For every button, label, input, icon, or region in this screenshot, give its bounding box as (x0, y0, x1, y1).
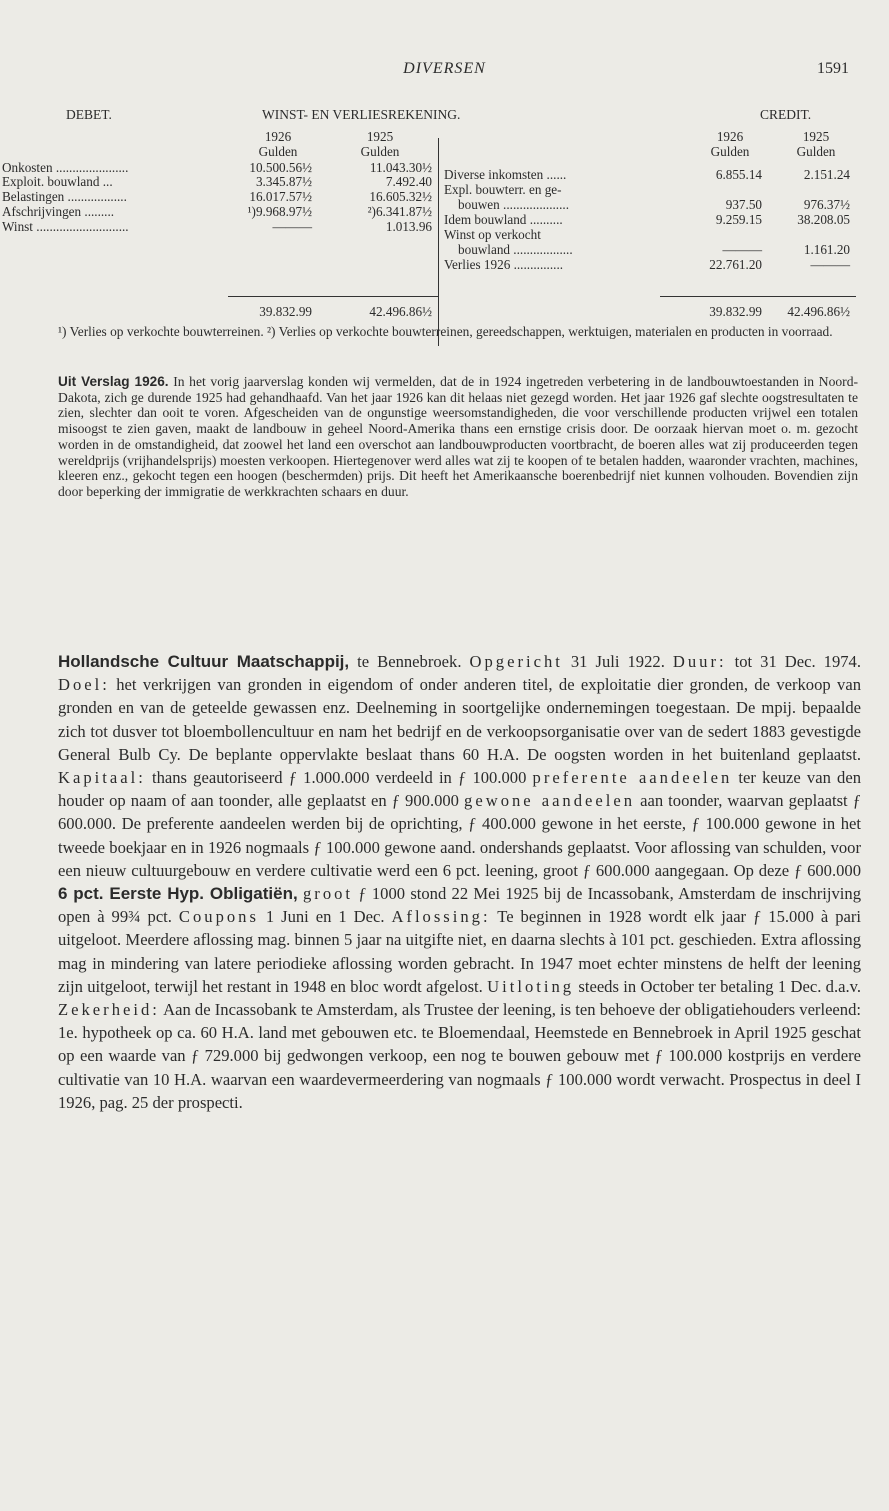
debet-row-1925: 16.605.32½ (369, 189, 432, 204)
credit-row-label: Verlies 1926 ............... (444, 257, 564, 272)
company-text: tot 31 Dec. 1974. (726, 652, 862, 671)
credit-row-label: Winst op verkocht (444, 227, 541, 242)
keyword-zekerheid: Zekerheid: (58, 1000, 160, 1020)
account-footnote: ¹) Verlies op verkochte bouwterreinen. ²) Verlies op verkochte bouwterreinen, gereedschappen, werktuigen, materialen en producten in voorraad. (58, 324, 833, 339)
debet-heading: DEBET. (66, 107, 112, 122)
keyword-groot: groot (303, 884, 354, 904)
debet-currency-1926: Gulden (258, 144, 298, 159)
credit-currency-1925: Gulden (796, 144, 836, 159)
account-center-rule (438, 138, 439, 346)
debet-row-label: Afschrijvingen ......... (2, 204, 115, 219)
debet-row-1926: ¹)9.968.97½ (247, 204, 312, 219)
credit-row-1925: ——— (810, 257, 850, 272)
debet-year-1925: 1925 (366, 129, 394, 144)
keyword-preferente-aandeelen: preferente aandeelen (532, 768, 733, 788)
credit-year-1926: 1926 (716, 129, 744, 144)
company-name: Hollandsche Cultuur Maatschappij, (58, 652, 350, 671)
credit-row-label: Idem bouwland .......... (444, 212, 563, 227)
debet-row-1925: 1.013.96 (385, 219, 432, 234)
keyword-uitloting: Uitloting (487, 976, 575, 996)
debet-row-1925: 7.492.40 (385, 174, 432, 189)
loan-title: 6 pct. Eerste Hyp. Obligatiën, (58, 884, 298, 904)
credit-row-1925: 1.161.20 (803, 242, 850, 257)
credit-row-1925: 2.151.24 (803, 167, 850, 182)
company-text: ƒ 1000 stond 22 Mei 1925 bij de Incassobank, Amsterdam de inschrijving open à 99¾ pct. (58, 884, 861, 927)
company-text: thans geautoriseerd ƒ 1.000.000 verdeeld in ƒ 100.000 (145, 768, 533, 788)
credit-row-1926: 22.761.20 (709, 257, 762, 272)
credit-row-label: Diverse inkomsten ...... (444, 167, 567, 182)
keyword-duur: Duur: (672, 652, 727, 671)
keyword-gewone-aandeelen: gewone aandeelen (464, 791, 636, 811)
company-text: aan toonder, waarvan geplaatst ƒ 600.000. De preferente aandeelen werden bij de oprichting, ƒ 400.000 gewone in het eerste, ƒ 100.000 gewone in het tweede boekjaar en in 1926 nogmaals ƒ 100.000 gewone aand. ondershands geplaatst. Voor aflossing van schulden, voor een nieuw cultuurgebouw en verdere cultivatie werd een 6 pct. leening, groot ƒ 600.000 aangegaan. Op deze ƒ 600.000 (58, 791, 861, 880)
debet-row-label: Winst ............................ (2, 219, 129, 234)
debet-row-label: Belastingen .................. (2, 189, 127, 204)
debet-year-1926: 1926 (264, 129, 292, 144)
credit-year-1925: 1925 (802, 129, 830, 144)
keyword-opgericht: Opgericht (469, 652, 563, 671)
credit-row-1925: 38.208.05 (797, 212, 850, 227)
debet-currency-1925: Gulden (360, 144, 400, 159)
company-text: te Bennebroek. (349, 652, 470, 671)
debet-row-1925: 11.043.30½ (369, 160, 432, 175)
credit-row-1925: 976.37½ (803, 197, 850, 212)
debet-row-1926: 3.345.87½ (255, 174, 312, 189)
report-lead: Uit Verslag 1926. (58, 374, 169, 389)
company-text: 31 Juli 1922. (562, 652, 673, 671)
company-text: ter keuze van den houder op naam of aan toonder, alle geplaatst en ƒ 900.000 (58, 768, 862, 811)
debet-row-1926: 10.500.56½ (249, 160, 312, 175)
company-text: Aan de Incassobank te Amsterdam, als Trustee der leening, is ten behoeve der obligatiehouders verleend: 1e. hypotheek op ca. 60 H.A. land met gebouwen etc. te Bloemendaal, Heemstede en Bennebroek in April 1925 geschat op een waarde van ƒ 729.000 bij gedwongen verkoop, een nog te bouwen gebouw met ƒ 100.000 kostprijs en verdere cultivatie van 10 H.A. waarvan een waardevermeerdering van nogmaals ƒ 100.000 wordt verwacht. Prospectus in deel I 1926, pag. 25 der prospecti. (58, 1000, 861, 1112)
company-text: 1 Juni en 1 Dec. (258, 907, 392, 927)
debet-row-1926: 16.017.57½ (249, 189, 312, 204)
keyword-aflossing: Aflossing: (391, 907, 491, 927)
debet-row-label: Exploit. bouwland ... (2, 174, 113, 189)
credit-total-1926: 39.832.99 (709, 304, 762, 319)
credit-heading: CREDIT. (760, 107, 812, 122)
credit-total-rule (660, 296, 856, 297)
credit-row-1926: 9.259.15 (715, 212, 762, 227)
credit-row-1926: ——— (722, 242, 762, 257)
account-title: WINST- EN VERLIESREKENING. (262, 107, 461, 122)
running-header-title: DIVERSEN (403, 60, 486, 77)
keyword-kapitaal: Kapitaal: (58, 768, 146, 788)
debet-total-1926: 39.832.99 (259, 304, 312, 319)
report-text: In het vorig jaarverslag konden wij vermelden, dat de in 1924 ingetreden verbetering in de landbouwtoestanden in Noord-Dakota, zich ge durende 1925 had gehandhaafd. Van het jaar 1926 kan dit helaas niet gezegd worden. Het jaar 1926 gaf slechte oogstresultaten te zien, slechter dan ooit te voren. Afgescheiden van de ongunstige weersomstandigheden, die voor verschillende producten vrijwel een totalen misoogst te zien gaven, maakt de landbouw in geheel Noord-Amerika thans een ernstige crisis door. De oorzaak hiervan moet o. m. gezocht worden in de omstandigheid, dat zoowel het land een overschot aan landbouwproducten voortbracht, de boeren alles wat zij produceerden tegen wereldprijs (vrijhandelsprijs) moesten verkoopen. Hiertegenover werd alles wat zij te koopen of te betalen hadden, waaronder vrachten, machines, kleeren enz., gekocht tegen een hoogen (beschermden) prijs. Dit heeft het Amerikaansche boerenbedrijf niet kunnen volhouden. Bovendien zijn door beperking der immigratie de werkkrachten schaars en duur. (58, 374, 859, 499)
credit-row-1926: 6.855.14 (715, 167, 762, 182)
debet-row-1925: ²)6.341.87½ (367, 204, 432, 219)
company-text: het verkrijgen van gronden in eigendom of onder anderen titel, de exploitatie dier gronden, de verkoop van gronden en van de geteelde gewassen enz. Deelneming in soortgelijke ondernemingen toegestaan. De mpij. bepaalde zich tot dusver tot bloembollencultuur en nam het bedrijf en de verkoopsorganisatie over van de sedert 1883 gevestigde General Bulb Cy. De beplante oppervlakte beslaat thans 60 H.A. De oogsten worden in het buitenland geplaatst. (58, 675, 861, 764)
credit-row-1926: 937.50 (725, 197, 762, 212)
credit-currency-1926: Gulden (710, 144, 750, 159)
annual-report-paragraph (58, 374, 858, 500)
company-entry (58, 650, 861, 1114)
credit-total-1925: 42.496.86½ (787, 304, 850, 319)
debet-row-1926: ——— (272, 219, 312, 234)
keyword-coupons: Coupons (178, 907, 259, 927)
credit-row-label: bouwen .................... (458, 197, 569, 212)
debet-total-1925: 42.496.86½ (369, 304, 432, 319)
company-text: steeds in October ter betaling 1 Dec. d.a.v. (574, 976, 861, 996)
keyword-doel: Doel: (58, 675, 110, 695)
credit-row-label: Expl. bouwterr. en ge- (444, 182, 562, 197)
debet-total-rule (228, 296, 438, 297)
page-number: 1591 (817, 60, 849, 77)
credit-row-label: bouwland .................. (458, 242, 573, 257)
company-text: Te beginnen in 1928 wordt elk jaar ƒ 15.000 à pari uitgeloot. Meerdere aflossing mag. binnen 5 jaar na uitgifte niet, en daarna slechts à 101 pct. geschieden. Extra aflossing mag in mindering van latere periodieke aflossing worden gebracht. In 1947 moet echter minstens de helft der leening zijn uitgeloot, terwijl het restant in 1948 en bloc wordt afgelost. (58, 907, 861, 996)
debet-row-label: Onkosten ...................... (2, 160, 129, 175)
